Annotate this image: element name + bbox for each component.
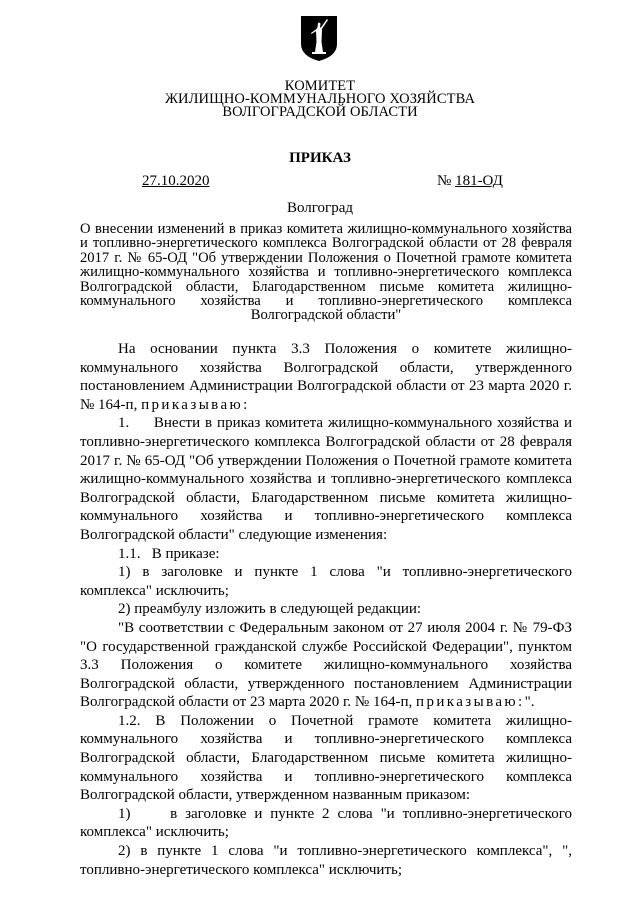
paragraph-item-1-2-2: 2) в пункте 1 слова "и топливно-энергетического комплекса", ", топливно-энергетического комплекса" исключить; — [80, 843, 572, 878]
paragraph-preamble-order-word: приказываю: — [416, 694, 525, 711]
header-line-3: ВОЛГОГРАДСКОЙ ОБЛАСТИ — [222, 104, 418, 120]
order-number-value: 181-ОД — [455, 173, 503, 189]
paragraph-item-1-1-1: 1) в заголовке и пункте 1 слова "и топливно-энергетического комплекса" исключить; — [80, 564, 572, 599]
order-number-prefix: № — [437, 173, 456, 189]
order-number — [437, 173, 503, 190]
paragraph-basis-text: На основании пункта 3.3 Положения о комитете жилищно-коммунального хозяйства Волгоградской области, утвержденного постановлением Администрации Волгоградской области от 23 марта 2020 г. № 164-п, — [80, 341, 572, 413]
paragraph-preamble — [80, 619, 572, 712]
order-subject: О внесении изменений в приказ комитета жилищно-коммунального хозяйства и топливно-энергетического комплекса Волгоградской области от 28 февраля 2017 г. № 65-ОД "Об утверждении Положения о Почетной грамоте комитета жилищно-коммунального хозяйства и топливно-энергетического комплекса Волгоградской области, Благодарственном письме комитета жилищно-коммунального хозяйства и топливно-энергетического комплекса Волгоградской области" — [80, 221, 572, 324]
paragraph-item-1-1: 1.1. В приказе: — [118, 545, 220, 562]
paragraph-basis — [80, 340, 572, 414]
order-date: 27.10.2020 — [142, 173, 210, 189]
header-line-1: КОМИТЕТ — [284, 78, 356, 94]
order-body — [80, 340, 572, 879]
committee-header — [0, 80, 640, 119]
paragraph-item-1-2: 1.2. В Положении о Почетной грамоте комитета жилищно-коммунального хозяйства и топливно-энергетического комплекса Волгоградской области, Благодарственном письме комитета жилищно-коммунального хозяйства и топливно-энергетического комплекса Волгоградской области, утвержденном названным приказом: — [80, 712, 572, 804]
paragraph-preamble-end: ". — [524, 694, 535, 711]
order-title: ПРИКАЗ — [289, 150, 351, 166]
order-city: Волгоград — [286, 200, 353, 216]
paragraph-item-1: 1. Внести в приказ комитета жилищно-коммунального хозяйства и топливно-энергетического комплекса Волгоградской области от 28 февраля 2017 г. № 65-ОД "Об утверждении Положения о Почетной грамоте комитета жилищно-коммунального хозяйства и топливно-энергетического комплекса Волгоградской области, Благодарственном письме комитета жилищно-коммунального хозяйства и топливно-энергетического комплекса Волгоградской области" следующие изменения: — [80, 415, 572, 543]
paragraph-item-1-1-2: 2) преамбулу изложить в следующей редакции: — [118, 601, 422, 618]
volgograd-coat-of-arms-icon — [299, 14, 339, 62]
header-line-2: ЖИЛИЩНО-КОММУНАЛЬНОГО ХОЗЯЙСТВА — [164, 91, 476, 107]
paragraph-item-1-2-1: 1) в заголовке и пункте 2 слова "и топливно-энергетического комплекса" исключить; — [80, 805, 572, 841]
paragraph-basis-order-word: приказываю: — [141, 396, 250, 413]
paragraph-preamble-text: "В соответствии с Федеральным законом от 27 июля 2004 г. № 79-ФЗ "О государственной гражданской службе Российской Федерации", пунктом 3.3 Положения о комитете жилищно-коммунального хозяйства Волгоградской области, утвержденного постановлением Администрации Волгоградской области от 23 марта 2020 г. № 164-п, — [80, 619, 572, 711]
